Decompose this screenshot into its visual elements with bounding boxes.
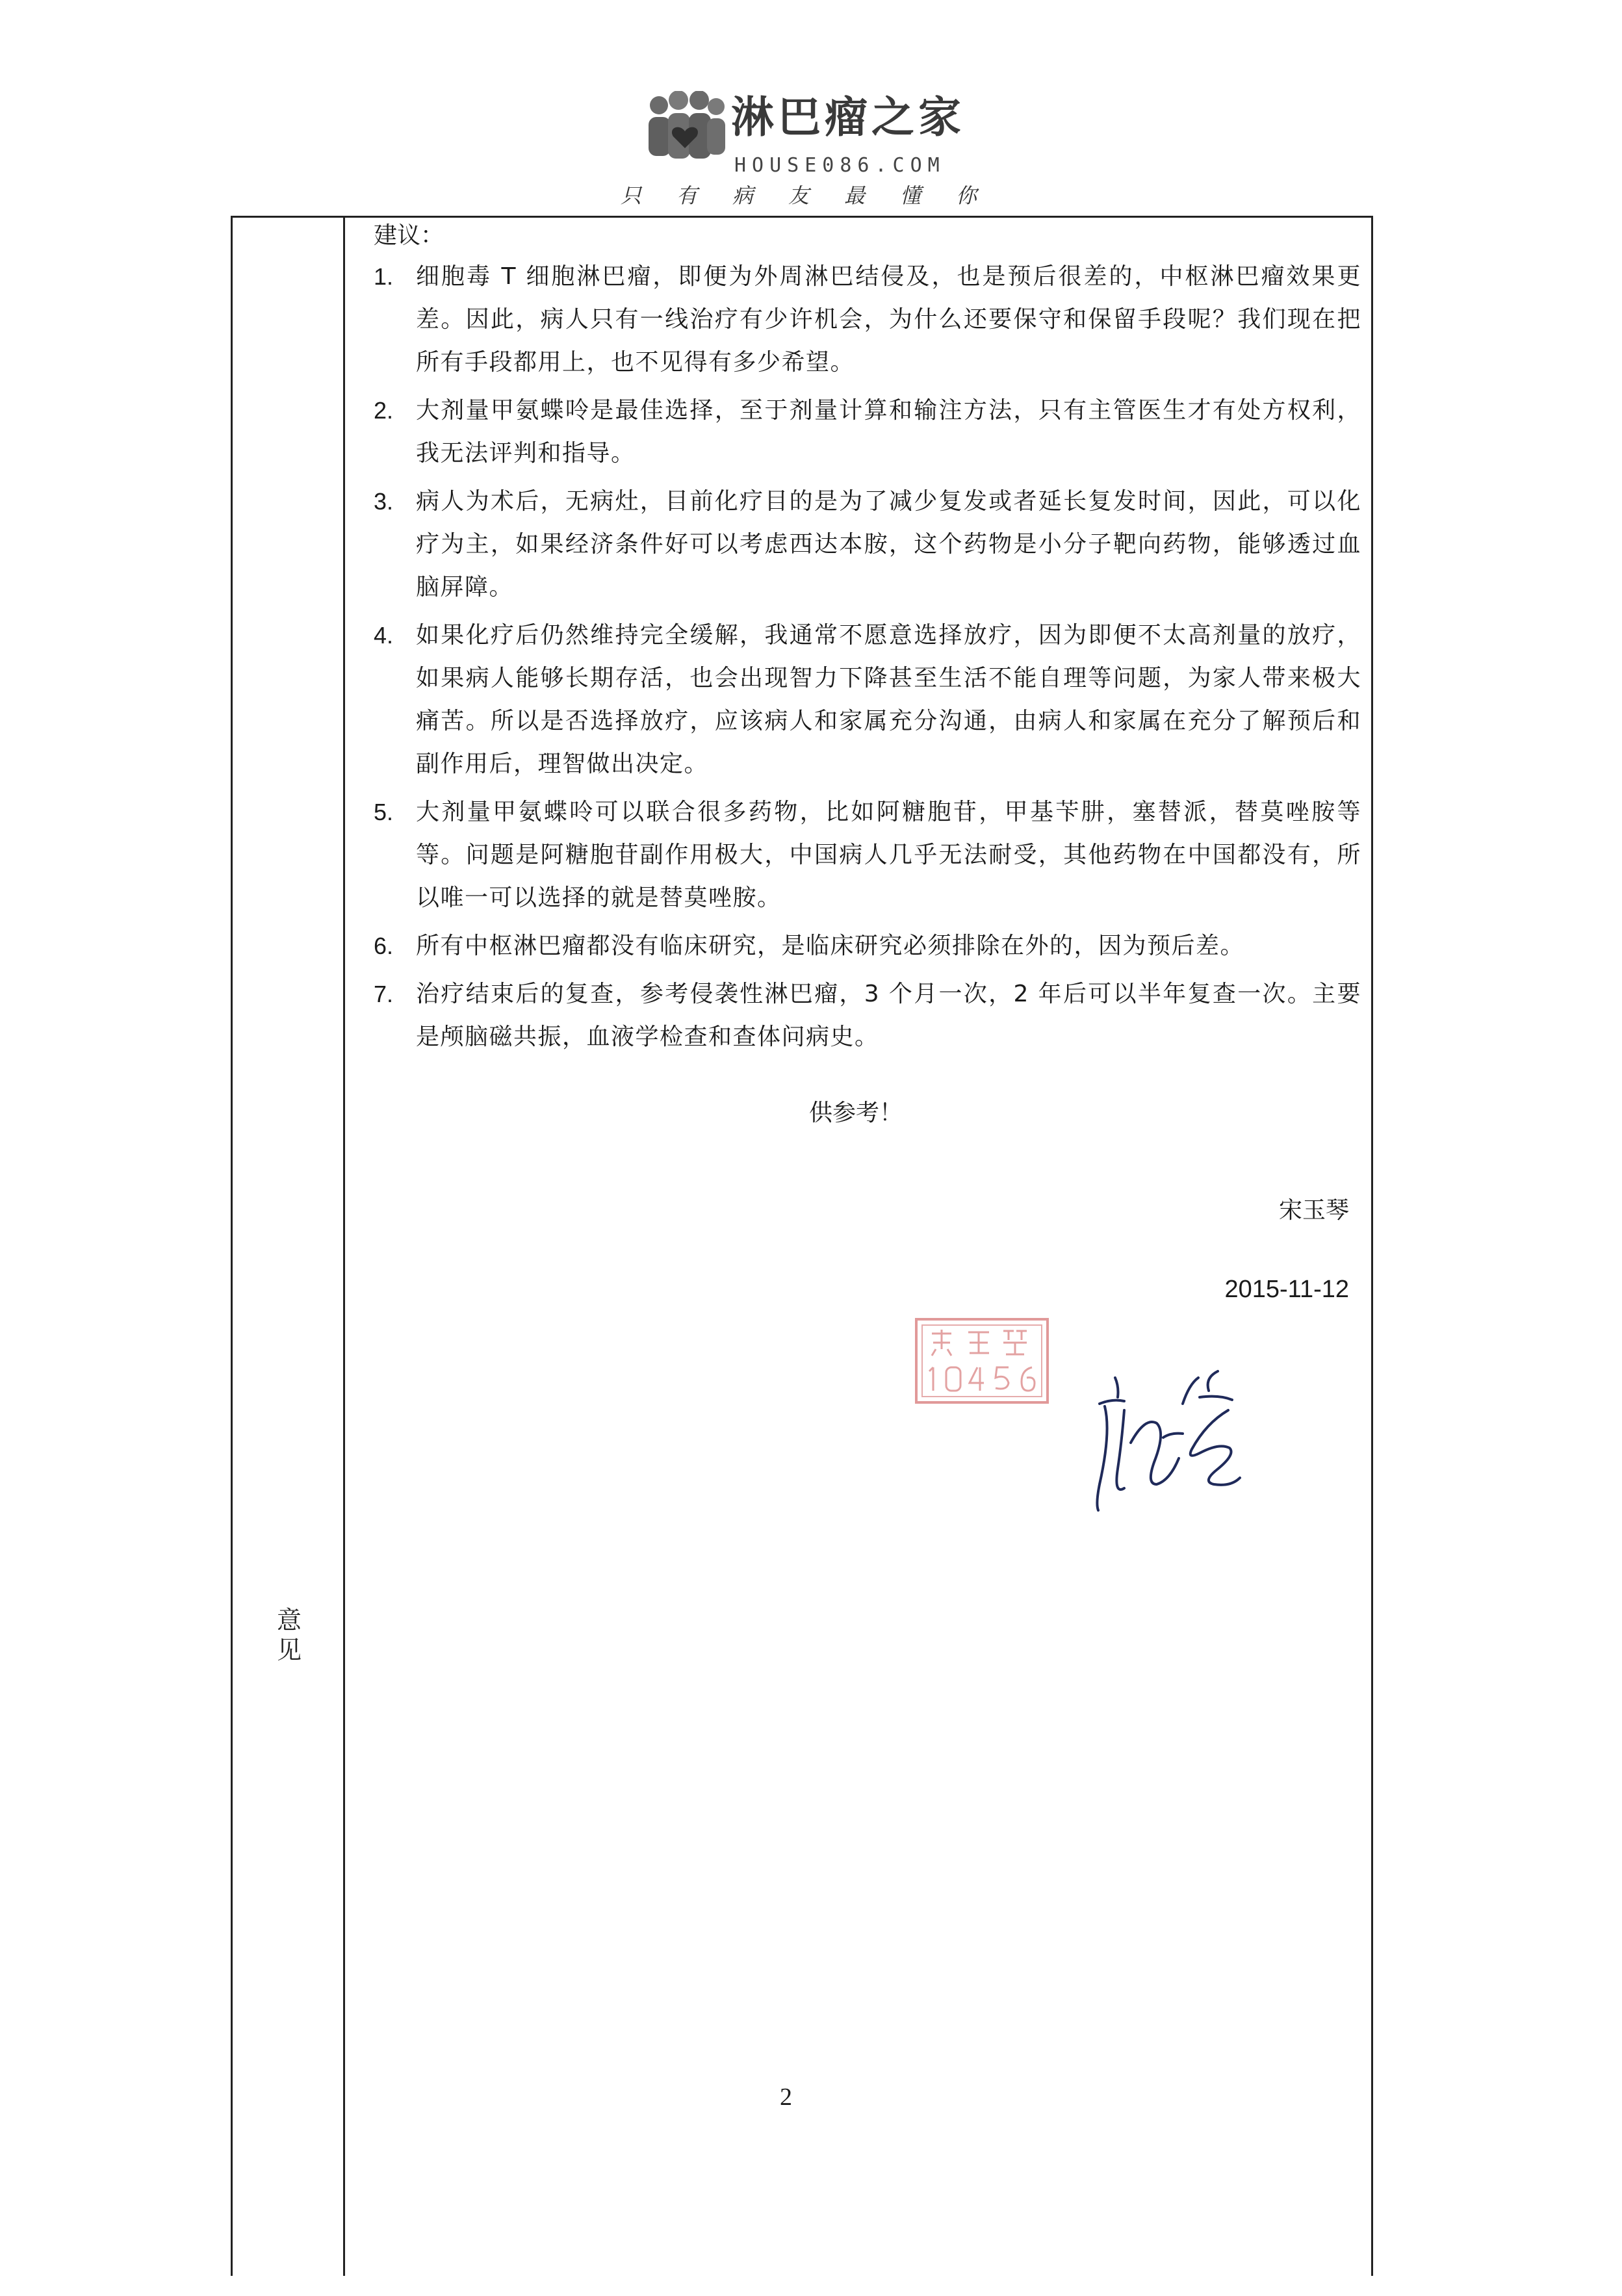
item-text: 大剂量甲氨蝶呤可以联合很多药物，比如阿糖胞苷，甲基苄肼，塞替派，替莫唑胺等等。问题是阿糖胞苷副作用极大，中国病人几乎无法耐受，其他药物在中国都没有，所以唯一可以选择的就是替莫唑胺。 [416, 799, 1361, 911]
advice-heading: 建议： [374, 222, 444, 249]
table-right-border [1371, 216, 1373, 2276]
list-item [374, 614, 1361, 786]
item-text: 细胞毒 T 细胞淋巴瘤，即便为外周淋巴结侵及，也是预后很差的，中枢淋巴瘤效果更差。因此，病人只有一线治疗有少许机会，为什么还要保守和保留手段呢？我们现在把所有手段都用上，也不见得有多少希望。 [416, 263, 1361, 376]
item-text: 病人为术后，无病灶，目前化疗目的是为了减少复发或者延长复发时间，因此，可以化疗为主，如果经济条件好可以考虑西达本胺，这个药物是小分子靶向药物，能够透过血脑屏障。 [416, 488, 1361, 600]
list-item [374, 255, 1361, 384]
doctor-seal-stamp [915, 1318, 1049, 1404]
item-text: 治疗结束后的复查，参考侵袭性淋巴瘤，3 个月一次，2 年后可以半年复查一次。主要是颅脑磁共振，血液学检查和查体问病史。 [416, 981, 1361, 1050]
item-number: 6. [374, 933, 394, 959]
item-number: 3. [374, 488, 394, 515]
item-number: 7. [374, 981, 394, 1007]
sign-date: 2015-11-12 [1224, 1276, 1349, 1303]
page-number: 2 [780, 2083, 792, 2111]
item-number: 4. [374, 622, 394, 649]
logo-subtitle: HOUSE086.COM [734, 154, 946, 177]
list-item [374, 973, 1361, 1059]
handwritten-signature [1085, 1365, 1293, 1547]
advice-list [374, 255, 1361, 1059]
people-heart-icon [643, 91, 728, 169]
item-number: 1. [374, 263, 394, 290]
slogan: 只有病友最懂你 [621, 183, 1012, 208]
item-text: 所有中枢淋巴瘤都没有临床研究，是临床研究必须排除在外的，因为预后差。 [416, 933, 1245, 959]
item-text: 如果化疗后仍然维持完全缓解，我通常不愿意选择放疗，因为即便不太高剂量的放疗，如果病人能够长期存活，也会出现智力下降甚至生活不能自理等问题，为家人带来极大痛苦。所以是否选择放疗，应该病人和家属充分沟通，由病人和家属在充分了解预后和副作用后，理智做出决定。 [416, 622, 1361, 777]
closing-remark: 供参考！ [809, 1100, 903, 1126]
list-item [374, 791, 1361, 920]
logo-title: 淋巴瘤之家 [731, 92, 965, 142]
signer-name: 宋玉琴 [1278, 1197, 1349, 1224]
item-text: 大剂量甲氨蝶呤是最佳选择，至于剂量计算和输注方法，只有主管医生才有处方权利，我无法评判和指导。 [416, 397, 1361, 467]
row-label-opinion: 意见 [276, 1606, 302, 1664]
table-column-divider [343, 216, 345, 2276]
item-number: 5. [374, 799, 394, 825]
list-item [374, 389, 1361, 475]
item-number: 2. [374, 397, 394, 424]
list-item [374, 925, 1361, 968]
opinion-content [374, 218, 1361, 1064]
list-item [374, 480, 1361, 609]
table-left-border [231, 216, 233, 2276]
